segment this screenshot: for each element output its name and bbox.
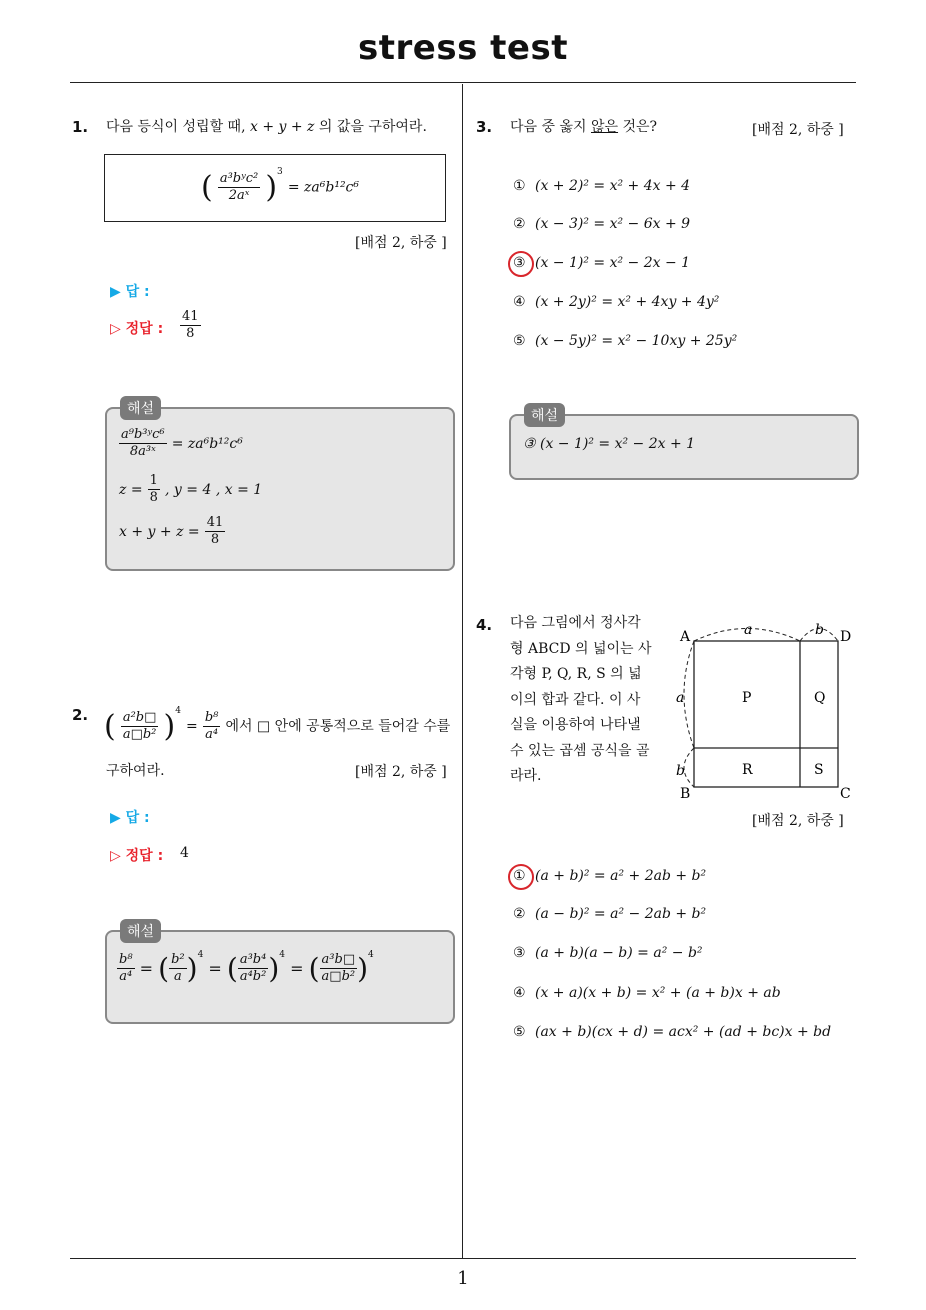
q3-score: [배점 2, 하중 ] [752, 122, 844, 138]
brace-a-left [684, 641, 694, 748]
page-title: stress test [358, 28, 568, 68]
q4-question [510, 611, 652, 790]
q1-exp-l2-b: , y = 4 , x = 1 [165, 482, 263, 498]
q1-explanation-tab: 해설 [120, 396, 161, 420]
q2-exp-pow-2: 4 [279, 950, 285, 960]
q2-lhs-num: a²b□ [122, 710, 157, 725]
q1-exp-l2-num: 1 [149, 473, 158, 488]
label-B: B [680, 786, 691, 802]
q2-correct-value: 4 [180, 845, 189, 861]
q4-number: 4. [476, 616, 493, 634]
q1-correct-den: 8 [186, 326, 195, 341]
q2-exp-eq-1: = [139, 959, 154, 978]
q2-exp-f1-num: b⁸ [119, 952, 133, 967]
region-Q: Q [814, 690, 826, 706]
q3-explanation-tab: 해설 [524, 403, 565, 427]
q1-equation-box: ( $\frac{\text{a³bʸc²}}{\text{2aˣ}}$ )$^3$ = za⁶b¹²c⁶ [104, 154, 446, 222]
label-a-top: a [744, 622, 753, 638]
q4-option-1[interactable]: ① (a + b)² = a² + 2ab + b² [513, 868, 707, 884]
q4-option-5[interactable]: ⑤ (ax + b)(cx + d) = acx² + (ad + bc)x + bd [513, 1024, 832, 1040]
top-rule [70, 82, 856, 83]
q3-option-4[interactable]: ④ (x + 2y)² = x² + 4xy + 4y² [513, 294, 720, 310]
label-b-left: b [676, 763, 685, 779]
q4-square-diagram [672, 618, 858, 802]
q1-answer-label: ▶ 답 : [110, 284, 150, 300]
q4-line-6: 수 있는 곱셈 공식을 골 [510, 742, 650, 759]
q3-number: 3. [476, 118, 493, 136]
q2-text-b: 구하여라. [106, 763, 165, 779]
q2-exp-f3-den: a⁴b² [239, 969, 267, 984]
q2-exp-f2-den: a [173, 969, 182, 984]
region-S: S [814, 762, 824, 778]
q1-exp-l3-den: 8 [210, 532, 220, 547]
q4-line-5: 실을 이용하여 나타낼 [510, 717, 641, 733]
q2-answer-label: ▶ 답 : [110, 810, 150, 826]
q4-score: [배점 2, 하중 ] [752, 813, 844, 829]
q1-exp-l2-den: 8 [149, 490, 158, 505]
q2-lhs-den: a□b² [122, 727, 157, 742]
q1-score: [배점 2, 하중 ] [355, 235, 447, 251]
q2-exp-f4-num: a³b□ [321, 952, 356, 967]
q3-question [510, 115, 657, 139]
q2-exp-eq-2: = [208, 959, 222, 978]
q2-exp-f3-num: a³b⁴ [239, 952, 267, 967]
q2-exp-eq-3: = [290, 959, 304, 978]
q3-option-5[interactable]: ⑤ (x − 5y)² = x² − 10xy + 25y² [513, 333, 738, 349]
q1-exp-l1-rhs: = za⁶b¹²c⁶ [171, 436, 243, 452]
q2-explanation-box: $\frac{\text{b⁸}}{\text{a⁴}}$ = ( $\frac{\text{b²}}{a}$ )$^4$ = ( $\frac{\text{a³b⁴}}{\text{a⁴b²}}$ )$^4$ = ( $\frac{\text{a³b□}}{\text{a□b²}}$ )$^4$ [105, 930, 455, 1024]
q4-option-2[interactable]: ② (a − b)² = a² − 2ab + b² [513, 906, 707, 922]
q2-number: 2. [72, 706, 89, 724]
brace-b-left [684, 748, 694, 787]
q3-text-a: 다음 중 옳지 [510, 119, 587, 135]
q2-explanation-tab: 해설 [120, 919, 161, 943]
q3-option-2[interactable]: ② (x − 3)² = x² − 6x + 9 [513, 216, 691, 232]
q1-exp-l1-num: a⁹b³ʸc⁶ [121, 427, 165, 442]
q2-exp-f1-den: a⁴ [119, 969, 133, 984]
q3-text-b: 것은? [622, 119, 658, 135]
region-R: R [742, 762, 753, 778]
q1-exp-l3-num: 41 [206, 515, 224, 530]
q4-answer-mark [508, 864, 534, 890]
q1-exp-l2-a: z = [119, 482, 143, 498]
q2-correct-label: ▷ 정답 : [110, 848, 164, 864]
label-A: A [680, 629, 691, 645]
q1-text-expr: x + y + z [249, 119, 315, 135]
q2-score: [배점 2, 하중 ] [355, 764, 447, 780]
q1-text-a: 다음 등식이 성립할 때, [106, 119, 246, 135]
q4-option-3[interactable]: ③ (a + b)(a − b) = a² − b² [513, 945, 703, 961]
q2-text-a: 에서 □ 안에 공통적으로 들어갈 수를 [225, 718, 451, 735]
q3-option-1[interactable]: ① (x + 2)² = x² + 4x + 4 [513, 178, 691, 194]
q3-answer-mark [508, 251, 534, 277]
q2-rhs-den: a⁴ [205, 727, 219, 742]
q2-exp-pow-3: 4 [368, 950, 374, 960]
label-D: D [840, 629, 852, 645]
bottom-rule [70, 1258, 856, 1259]
q4-line-4: 이의 합과 같다. 이 사 [510, 691, 641, 708]
q1-box-rhs: = za⁶b¹²c⁶ [287, 179, 360, 196]
q1-question [106, 115, 427, 139]
q2-question: ( $\frac{\text{a²b□}}{\text{a□b²}}$ )$^4$ = $\frac{\text{b⁸}}{\text{a⁴}}$ 에서 □ 안에 공통적으로 들어갈 수를 [104, 706, 451, 744]
q4-line-3: 각형 P, Q, R, S 의 넓 [510, 666, 642, 682]
page-number: 1 [457, 1268, 469, 1289]
label-b-top: b [815, 622, 824, 638]
q1-box-pow: 3 [277, 167, 283, 177]
q1-explanation-box [105, 407, 455, 571]
q2-exp-f4-den: a□b² [321, 969, 356, 984]
q2-rhs-eq: = [186, 718, 198, 735]
q3-text-underline: 않은 [590, 119, 619, 135]
q4-line-7: 라라. [510, 768, 542, 784]
q2-rhs-num: b⁸ [204, 710, 219, 725]
q4-option-4[interactable]: ④ (x + a)(x + b) = x² + (a + b)x + ab [513, 985, 781, 1001]
q1-exp-l1-den: 8a³ˣ [129, 444, 156, 459]
q1-text-b: 의 값을 구하여라. [318, 119, 427, 135]
q1-number: 1. [72, 118, 89, 136]
q2-lhs-pow: 4 [175, 706, 181, 716]
q2-exp-pow-1: 4 [197, 950, 204, 960]
q1-box-num: a³bʸc² [219, 171, 259, 186]
q4-line-1: 다음 그림에서 정사각 [510, 615, 641, 631]
q3-exp-text: ③ (x − 1)² = x² − 2x + 1 [523, 436, 696, 452]
q2-exp-f2-num: b² [171, 952, 185, 967]
q1-correct-label: ▷ 정답 : [110, 321, 164, 337]
q1-box-den: 2aˣ [228, 188, 250, 203]
label-C: C [840, 786, 851, 802]
label-a-left: a [676, 690, 685, 706]
region-P: P [742, 690, 752, 706]
q1-correct-num: 41 [182, 309, 199, 324]
q4-line-2: 형 ABCD 의 넓이는 사 [510, 640, 652, 657]
column-divider [462, 84, 463, 1258]
q3-option-3[interactable]: ③ (x − 1)² = x² − 2x − 1 [513, 255, 691, 271]
q1-exp-l3-a: x + y + z = [119, 524, 200, 540]
